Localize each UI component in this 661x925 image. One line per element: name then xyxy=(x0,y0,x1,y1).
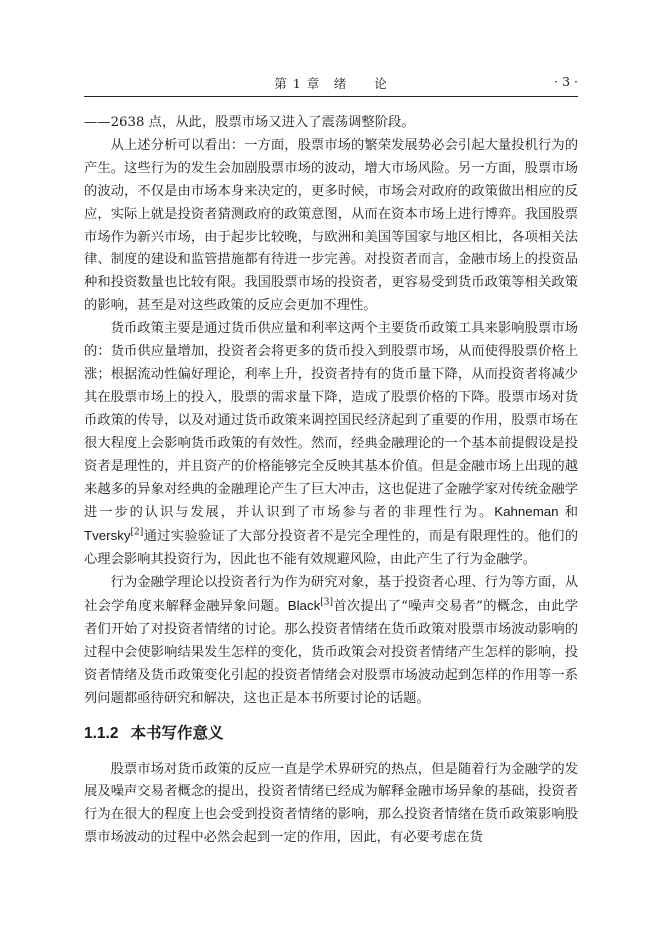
paragraph-text: 通过实验验证了大部分投资者不是完全理性的，而是有限理性的。他们的心理会影响其投资行为，因此也不能有效规避风险，由此产生了行为金融学。 xyxy=(84,529,578,568)
paragraph-continuation: ——2638 点，从此，股票市场又进入了震荡调整阶段。 xyxy=(84,115,415,130)
paragraph: 股票市场对货币政策的反应一直是学术界研究的热点，但是随着行为金融学的发展及噪声交易者概念的提出，投资者情绪已经成为解释金融市场异象的基础，投资者行为在很大的程度上也会受到投资者情绪的影响，那么投资者情绪在货币政策影响股票市场波动的过程中必然会起到一定的作用，因此，有必要考虑在货 xyxy=(84,761,578,846)
header-rule xyxy=(84,96,578,97)
paragraph xyxy=(84,572,578,710)
conjunction: 和 xyxy=(558,505,578,521)
author-name: Black xyxy=(287,598,321,614)
page-body xyxy=(84,112,578,850)
paragraph xyxy=(84,318,578,572)
author-name: Kahneman xyxy=(494,504,559,520)
citation-ref: [3] xyxy=(320,597,333,608)
section-title: 本书写作意义 xyxy=(130,724,224,742)
section-heading xyxy=(84,723,578,745)
page-header xyxy=(84,74,578,92)
paragraph-text: 货币政策主要是通过货币供应量和利率这两个主要货币政策工具来影响股票市场的：货币供应量增加，投资者会将更多的货币投入到股票市场，从而使得股票价格上涨；根据流动性偏好理论，利率上升，投资者持有的货币量下降，从而投资者将减少其在股票市场上的投入，股票的需求量下降，造成了股票价格的下降。股票市场对货币政策的传导，以及对通过货币政策来调控国民经济起到了重要的作用，股票市场在很大程度上会影响货币政策的有效性。然而，经典金融理论的一个基本前提假设是投资者是理性的，并且资产的价格能够完全反映其基本价值。但是金融市场上出现的越来越多的异象对经典的金融理论产生了巨大冲击，这也促进了金融学家对传统金融学进一步的认识与发展，并认识到了市场参与者的非理性行为。 xyxy=(84,321,578,521)
section-number: 1.1.2 xyxy=(84,724,119,742)
paragraph-text: 首次提出了“噪声交易者”的概念，由此学者们开始了对投资者情绪的讨论。那么投资者情绪在货币政策对股票市场波动影响的过程中会使影响结果发生怎样的变化，货币政策会对投资者情绪产生怎样的影响，投资者情绪及货币政策变化引起的投资者情绪会对股票市场波动起到怎样的作用等一系列问题都亟待研究和解决，这也正是本书所要讨论的话题。 xyxy=(84,599,578,706)
paragraph-text: 行为金融学理论以投资者行为作为研究对象，基于投资者心理、行为等方面，从社会学角度来解释金融异象问题。 xyxy=(84,575,578,615)
page-number: · 3 · xyxy=(554,74,578,89)
author-name: Tversky xyxy=(84,528,131,544)
running-head-chapter: 第 1 章 绪 论 xyxy=(274,76,388,91)
citation-ref: [2] xyxy=(130,527,144,538)
paragraph: 从上述分析可以看出：一方面，股票市场的繁荣发展势必会引起大量投机行为的产生。这些行为的发生会加剧股票市场的波动，增大市场风险。另一方面，股票市场的波动，不仅是由市场本身来决定的，更多时候，市场会对政府的政策做出相应的反应，实际上就是投资者猜测政府的政策意图，从而在资本市场上进行博弈。我国股票市场作为新兴市场，由于起步比较晚，与欧洲和美国等国家与地区相比，各项相关法律、制度的建设和监管措施都有待进一步完善。对投资者而言，金融市场上的投资品种和投资数量也比较有限。我国股票市场的投资者，更容易受到货币政策等相关政策的影响，甚至是对这些政策的反应会更加不理性。 xyxy=(84,137,578,314)
